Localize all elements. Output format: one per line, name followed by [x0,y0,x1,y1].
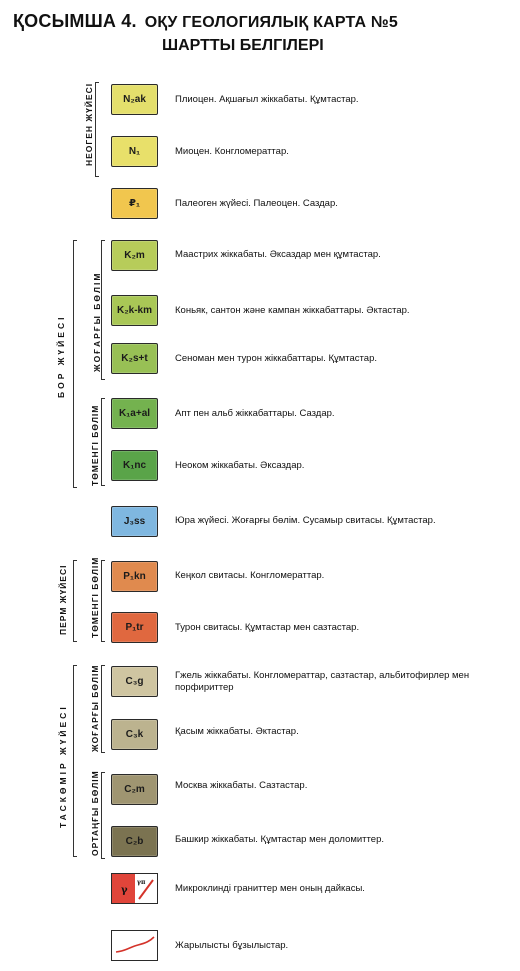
legend-box-c3g [111,666,158,697]
legend-code: C₃k [125,729,144,740]
legend-box-k2s-t [111,343,158,374]
granite-text: Микроклинді граниттер мен оның дайкасы. [175,883,365,894]
legend-box-p1tr [111,612,158,643]
legend-box-k2m [111,240,158,271]
carb-upper-brace [101,665,105,753]
permian-label: ПЕРМ ЖҮЙЕСІ [58,564,68,635]
legend-code: ₽₁ [128,198,141,209]
legend-text: Башкир жіккабаты. Құмтастар мен доломиттер. [175,834,384,845]
cretaceous-lower-label: ТӨМЕНГІ БӨЛІМ [90,404,100,486]
legend-code: N₁ [128,146,141,157]
legend-text: Юра жүйесі. Жоғарғы бөлім. Сусамыр свитасы. Құмтастар. [175,515,436,526]
granite-icon [112,874,157,903]
cretaceous-upper-label: ЖОҒАРҒЫ БӨЛІМ [92,271,102,372]
legend-text: Миоцен. Конгломераттар. [175,146,289,157]
granite-symbol [111,873,158,904]
legend-box-c2b [111,826,158,857]
fault-line-icon [112,931,157,960]
carb-upper-label: ЖОҒАРҒЫ БӨЛІМ [90,664,100,752]
granite-code: γ [121,885,128,896]
appendix-label: ҚОСЫМША 4. [13,11,137,31]
legend-text: Кеңкол свитасы. Конгломераттар. [175,570,325,581]
carb-middle-brace [101,772,105,859]
fault-text: Жарылысты бұзылыстар. [175,940,289,951]
permian-lower-label: ТӨМЕНГІ БӨЛІМ [90,556,100,638]
legend-code: K₁a+al [118,408,151,419]
legend-box-k2k-km [111,295,158,326]
legend-code: K₂m [124,250,145,261]
legend-code: P₁kn [123,571,146,582]
neogene-brace [95,82,99,177]
legend-box-c3k [111,719,158,750]
legend-code: K₁nc [122,460,147,471]
carboniferous-label: ТАСКӨМІР ЖҮЙЕСІ [58,704,68,828]
legend-text: Плиоцен. Ақшағыл жіккабаты. Құмтастар. [175,94,359,105]
legend-box-p1kn [111,561,158,592]
dyke-code: γπ [137,879,146,886]
legend-box-p1 [111,188,158,219]
legend-text: Турон свитасы. Құмтастар мен сазтастар. [175,622,360,633]
legend-code: C₃g [125,676,144,687]
permian-lower-brace [101,560,105,642]
legend-title: ШАРТТЫ БЕЛГІЛЕРІ [162,37,324,54]
legend-code: C₂b [125,836,144,847]
cretaceous-brace [73,240,77,488]
legend-text: Сеноман мен турон жіккабаттары. Құмтастар. [175,353,378,364]
legend-text: Коньяк, сантон және кампан жіккабаттары. Әктастар. [175,305,410,316]
legend-code: K₂k-km [116,305,152,316]
legend-text: Москва жіккабаты. Сазтастар. [175,780,308,791]
legend-code: K₂s+t [121,353,148,364]
permian-brace [73,560,77,642]
legend-code: C₂m [124,784,145,795]
carboniferous-brace [73,665,77,857]
cretaceous-lower-brace [101,398,105,486]
page-title [13,11,398,32]
legend-text: Неоком жіккабаты. Әксаздар. [175,460,305,471]
legend-text: Қасым жіккабаты. Әктастар. [175,726,299,737]
legend-box-k1nc [111,450,158,481]
neogene-label: НЕОГЕН ЖҮЙЕСІ [84,82,94,166]
cretaceous-label: БОР ЖҮЙЕСІ [56,314,66,398]
legend-text: Палеоген жүйесі. Палеоцен. Саздар. [175,198,338,209]
legend-text: Апт пен альб жіккабаттары. Саздар. [175,408,335,419]
legend-code: N₂ak [123,94,146,105]
map-title: ОҚУ ГЕОЛОГИЯЛЫҚ КАРТА №5 [144,14,399,31]
legend-box-c2m [111,774,158,805]
legend-code: P₁tr [125,622,144,633]
legend-box-j3ss [111,506,158,537]
legend-box-n2ak [111,84,158,115]
legend-box-n1 [111,136,158,167]
legend-box-k1a-al [111,398,158,429]
legend-text: Маастрих жіккабаты. Әксаздар мен құмтастар. [175,249,381,260]
legend-text: Гжель жіккабаты. Конгломераттар, сазтастар, альбитофирлер мен порфириттер [175,670,470,693]
fault-symbol [111,930,158,961]
legend-code: J₃ss [123,516,146,527]
carb-middle-label: ОРТАҢҒЫ БӨЛІМ [90,770,100,856]
